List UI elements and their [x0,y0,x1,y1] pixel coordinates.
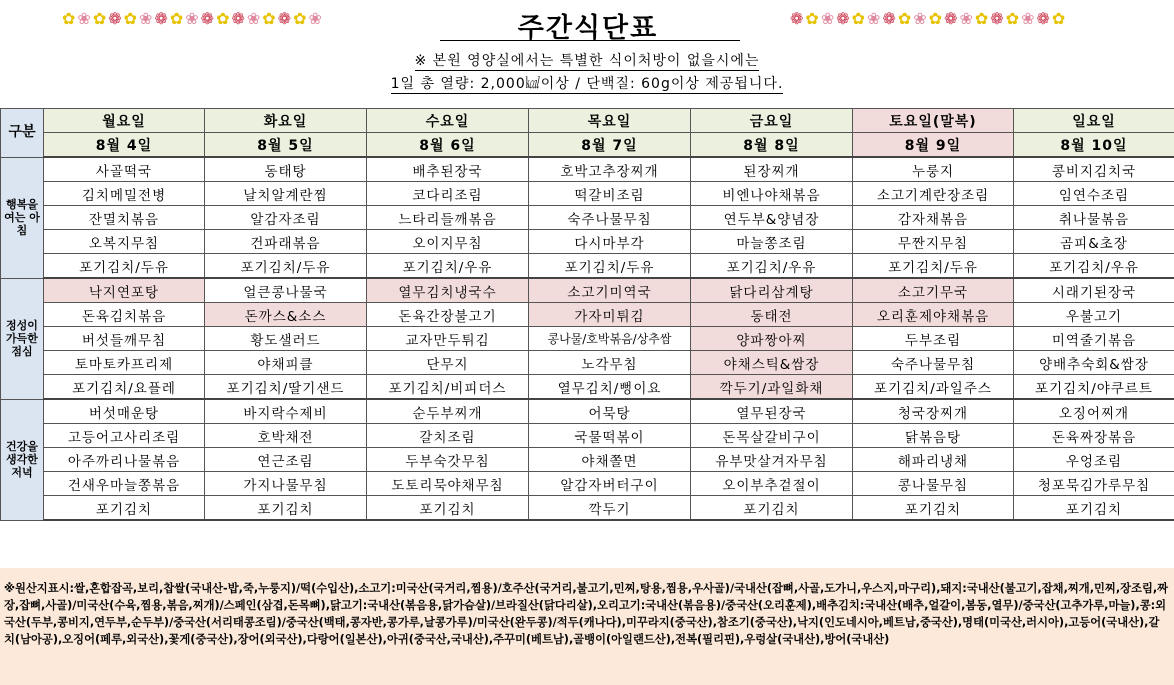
meal-label: 행복을 여는 아침 [1,157,44,278]
menu-item: 우불고기 [1014,303,1174,327]
menu-item: 미역줄기볶음 [1014,327,1174,351]
meal-label: 정성이 가득한 점심 [1,278,44,399]
menu-item: 오이부추겉절이 [691,472,853,496]
menu-item: 날치알계란찜 [205,182,367,206]
menu-item: 떡갈비조림 [529,182,691,206]
menu-item: 토마토카프리제 [44,351,205,375]
menu-item: 포기김치/두유 [853,254,1014,279]
menu-item: 콩나물/호박볶음/상추쌈 [529,327,691,351]
day-header: 금요일 [691,109,853,133]
menu-item: 알감자조림 [205,206,367,230]
menu-item: 교자만두튀김 [367,327,529,351]
menu-item: 단무지 [367,351,529,375]
menu-item: 소고기무국 [853,278,1014,303]
menu-item: 버섯들깨무침 [44,327,205,351]
menu-item: 동태탕 [205,157,367,182]
date-header: 8월 6일 [367,133,529,158]
day-header: 목요일 [529,109,691,133]
menu-item: 다시마부각 [529,230,691,254]
menu-item: 양배추숙회&쌈장 [1014,351,1174,375]
menu-item: 누룽지 [853,157,1014,182]
menu-item: 바지락수제비 [205,399,367,424]
menu-item: 호박고추장찌개 [529,157,691,182]
menu-item: 야채피클 [205,351,367,375]
menu-item: 코다리조림 [367,182,529,206]
menu-item: 숙주나물무침 [529,206,691,230]
menu-item: 연근조림 [205,448,367,472]
notice-line-1: ※ 본원 영양실에서는 특별한 식이처방이 없을시에는 [414,53,760,69]
menu-item: 시래기된장국 [1014,278,1174,303]
menu-item: 호박채전 [205,424,367,448]
menu-item: 우엉조림 [1014,448,1174,472]
menu-item: 노각무침 [529,351,691,375]
day-header: 화요일 [205,109,367,133]
date-header: 8월 4일 [44,133,205,158]
menu-item: 도토리묵야채무침 [367,472,529,496]
menu-item: 아주까리나물볶음 [44,448,205,472]
menu-item: 황도샐러드 [205,327,367,351]
day-header: 수요일 [367,109,529,133]
flower-decoration-left: ✿ ❀ ✿ ❁ ✿ ❀ ❁ ✿ ❀ ❁ ✿ ❁ ❀ ✿ ❁ ✿ ❀ [62,9,322,28]
menu-item: 어묵탕 [529,399,691,424]
date-header: 8월 8일 [691,133,853,158]
day-header: 일요일 [1014,109,1174,133]
menu-item: 버섯매운탕 [44,399,205,424]
menu-item: 청국장찌개 [853,399,1014,424]
menu-item: 돈육간장불고기 [367,303,529,327]
date-header: 8월 7일 [529,133,691,158]
menu-item: 청포묵김가루무침 [1014,472,1174,496]
menu-item: 깍두기 [529,496,691,521]
menu-item: 고등어고사리조림 [44,424,205,448]
menu-item: 국물떡볶이 [529,424,691,448]
menu-item: 감자채볶음 [853,206,1014,230]
origin-notice: ※원산지표시:쌀,혼합잡곡,보리,찹쌀(국내산-밥,죽,누룽지)/떡(수입산),소고기:미국산(국거리,찜용)/호주산(국거리,불고기,민찌,탕용,찜용,우사골)/국내산(잡뼈,사골,도가니,우스지,마구리),돼지:국내산(불고기,잡채,찌개,민찌,장조림,짜장,잡뼈,사골)/미국산(수육,찜용,볶음,찌개)/스페인(삼겹,돈목뼈),닭고기:국내산(볶음용,닭가슴살)/브라질산(닭다리살),오리고기:국내산(볶음용)/중국산(오리훈제),배추김치:국내산(배추,얼갈이,봄동,열무)/중국산(고추가루,마늘),콩:외국산(두부,콩비지,연두부,순두부)/중국산(서리태콩조림)/중국산(백태,콩자반,콩가루,날콩가루)/미국산(완두콩)/적두(캐나다),미꾸라지(중국산),참조기(중국산),낙지(인도네시아,베트남,중국산),명태(미국산,러시아),고등어(국내산),갈치(남아공),오징어(페루,외국산),꽃게(중국산),장어(외국산),다랑어(일본산),아귀(중국산,국내산),주꾸미(베트남),골뱅이(아일랜드산),전복(필리핀),우렁살(국내산),방어(국내산) [0,568,1174,685]
menu-item: 연두부&양념장 [691,206,853,230]
menu-item: 포기김치/우유 [367,254,529,279]
menu-item: 포기김치/두유 [44,254,205,279]
menu-item: 열무된장국 [691,399,853,424]
menu-item: 오복지무침 [44,230,205,254]
menu-item: 돈육김치볶음 [44,303,205,327]
menu-item: 오리훈제야채볶음 [853,303,1014,327]
menu-item: 열무김치/뻥이요 [529,375,691,400]
corner-label: 구분 [1,109,44,158]
menu-item: 닭볶음탕 [853,424,1014,448]
menu-item: 유부맛살겨자무침 [691,448,853,472]
menu-item: 두부조림 [853,327,1014,351]
menu-item: 포기김치 [205,496,367,521]
menu-item: 포기김치/우유 [691,254,853,279]
menu-table [0,108,1174,521]
menu-item: 포기김치 [853,496,1014,521]
menu-item: 동태전 [691,303,853,327]
menu-item: 콩나물무침 [853,472,1014,496]
menu-item: 느타리들깨볶음 [367,206,529,230]
menu-item: 김치메밀전병 [44,182,205,206]
menu-item: 포기김치/두유 [205,254,367,279]
menu-item: 열무김치냉국수 [367,278,529,303]
notice-line-2: 1일 총 열량: 2,000㎉이상 / 단백질: 60g이상 제공됩니다. [390,76,784,92]
menu-item: 포기김치/우유 [1014,254,1174,279]
menu-item: 야채스틱&쌈장 [691,351,853,375]
title-underline [440,40,740,41]
menu-item: 건새우마늘쫑볶음 [44,472,205,496]
day-header: 월요일 [44,109,205,133]
page-title: 주간식단표 [517,13,659,44]
menu-item: 갈치조림 [367,424,529,448]
menu-item: 오이지무침 [367,230,529,254]
menu-item: 포기김치/두유 [529,254,691,279]
menu-item: 포기김치/과일주스 [853,375,1014,400]
menu-item: 포기김치 [367,496,529,521]
menu-item: 소고기계란장조림 [853,182,1014,206]
menu-item: 돈까스&소스 [205,303,367,327]
meal-label: 건강을 생각한 저녁 [1,399,44,520]
day-header: 토요일(말복) [853,109,1014,133]
menu-item: 두부숙갓무침 [367,448,529,472]
menu-item: 얼큰콩나물국 [205,278,367,303]
menu-item: 배추된장국 [367,157,529,182]
menu-item: 된장찌개 [691,157,853,182]
menu-item: 건파래볶음 [205,230,367,254]
menu-item: 취나물볶음 [1014,206,1174,230]
menu-item: 가자미튀김 [529,303,691,327]
menu-item: 알감자버터구이 [529,472,691,496]
menu-item: 사골떡국 [44,157,205,182]
menu-item: 비엔나야채볶음 [691,182,853,206]
menu-item: 돈목살갈비구이 [691,424,853,448]
header [0,0,1174,108]
menu-item: 해파리냉채 [853,448,1014,472]
menu-item: 곰피&초장 [1014,230,1174,254]
menu-item: 양파짱아찌 [691,327,853,351]
menu-item: 순두부찌개 [367,399,529,424]
menu-item: 돈육짜장볶음 [1014,424,1174,448]
date-header: 8월 5일 [205,133,367,158]
menu-item: 오징어찌개 [1014,399,1174,424]
menu-item: 무짠지무침 [853,230,1014,254]
menu-item: 가지나물무침 [205,472,367,496]
menu-item: 포기김치 [691,496,853,521]
menu-item: 임연수조림 [1014,182,1174,206]
menu-item: 낙지연포탕 [44,278,205,303]
menu-item: 포기김치/딸기샌드 [205,375,367,400]
menu-item: 포기김치 [1014,496,1174,521]
menu-item: 닭다리삼계탕 [691,278,853,303]
menu-item: 포기김치 [44,496,205,521]
date-header: 8월 9일 [853,133,1014,158]
menu-item: 포기김치/비피더스 [367,375,529,400]
menu-item: 잔멸치볶음 [44,206,205,230]
flower-decoration-right: ❁ ✿ ❀ ❁ ✿ ❀ ❁ ✿ ❀ ✿ ❁ ❀ ✿ ❁ ✿ ❀ ❁ ✿ [790,9,1066,28]
menu-item: 포기김치/야쿠르트 [1014,375,1174,400]
date-header: 8월 10일 [1014,133,1174,158]
menu-item: 숙주나물무침 [853,351,1014,375]
menu-item: 콩비지김치국 [1014,157,1174,182]
menu-item: 야채쫄면 [529,448,691,472]
menu-item: 포기김치/요플레 [44,375,205,400]
menu-item: 소고기미역국 [529,278,691,303]
menu-item: 마늘쫑조림 [691,230,853,254]
menu-item: 깍두기/과일화채 [691,375,853,400]
